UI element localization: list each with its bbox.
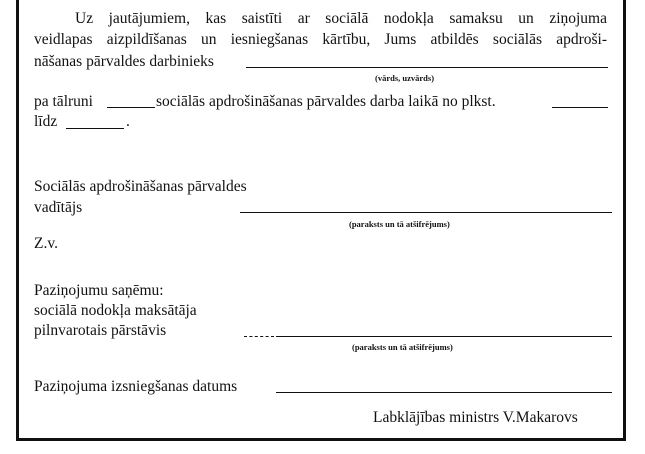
recipient-signature-caption: (paraksts un tā atšifrējums) [352,342,453,352]
recipient-line-1: Paziņojumu saņēmu: [34,282,164,299]
recipient-line-2: sociālā nodokļa maksātāja [34,302,197,319]
head-title-line-2: vadītājs [34,199,83,216]
name-caption: (vārds, uzvārds) [375,73,435,83]
time-from-field[interactable] [552,107,608,108]
paragraph-line-2: veidlapas aizpildīšanas un iesniegšanas kārtību, Jums atbildēs sociālās apdroši- [34,31,607,48]
phone-field[interactable] [107,107,155,108]
office-hours-text: sociālās apdrošināšanas pārvaldes darba laikā no plkst. [156,93,496,110]
head-title-line-1: Sociālās apdrošināšanas pārvaldes [34,178,247,195]
employee-name-field[interactable] [246,67,608,68]
paragraph-line-3: nāšanas pārvaldes darbinieks [34,53,214,70]
issue-date-field[interactable] [276,392,612,393]
paragraph-line-1: Uz jautājumiem, kas saistīti ar sociālā nodokļa samaksu un ziņojuma [75,10,607,27]
issue-date-label: Paziņojuma izsniegšanas datums [34,378,238,395]
recipient-signature-field[interactable] [276,336,612,337]
period-mark: . [126,113,130,130]
recipient-signature-field-start[interactable] [244,336,274,337]
head-signature-caption: (paraksts un tā atšifrējums) [349,219,450,229]
head-signature-field[interactable] [240,212,612,213]
seal-mark: Z.v. [34,235,58,252]
recipient-line-3: pilnvarotais pārstāvis [34,322,167,339]
phone-label: pa tālruni [34,93,93,110]
time-until-field[interactable] [66,128,124,129]
until-label: līdz [34,113,58,130]
minister-signature-line: Labklājības ministrs V.Makarovs [373,409,578,426]
